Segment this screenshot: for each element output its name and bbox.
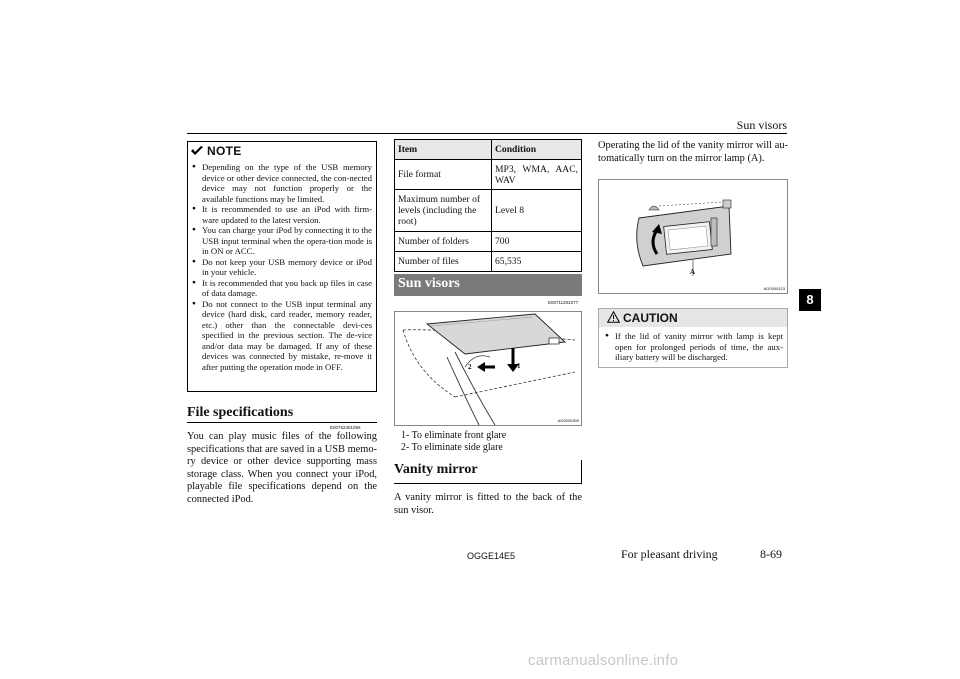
figure-label-1: 1 <box>517 362 521 370</box>
figure-code: AG0000309 <box>557 418 579 423</box>
vanity-mirror-heading: Vanity mirror <box>394 462 478 477</box>
note-item: ● Depending on the type of the USB memory device or other device connected, the con-nected device may not function properly or the available functions may be limited. <box>192 162 372 204</box>
vanity-mirror-body: A vanity mirror is fitted to the back of the sun visor. <box>394 492 582 516</box>
note-heading <box>190 144 242 158</box>
note-box <box>187 141 377 392</box>
header-rule <box>187 133 787 134</box>
table-row <box>395 232 582 252</box>
note-item: ● It is recommended that you back up files in case of data damage. <box>192 278 372 299</box>
caution-heading <box>599 309 787 327</box>
file-specs-body: You can play music files of the following specifications that are saved in a USB memo-ry device or other device supporting mass storage class. When you connect your iPod, playable file specifications depend on the connected iPod. <box>187 431 377 505</box>
table-row <box>395 160 582 190</box>
mirror-lamp-text: Operating the lid of the vanity mirror will au-tomatically turn on the mirror lamp (A). <box>598 140 788 164</box>
table-row <box>395 190 582 232</box>
table-cell-condition: 65,535 <box>492 252 582 272</box>
file-specs-heading: File specifications <box>187 405 294 420</box>
table-cell-item: Number of files <box>395 252 492 272</box>
figure-label-2: 2 <box>468 363 472 371</box>
sun-visors-code: E00711202277 <box>548 300 579 305</box>
table-row <box>395 252 582 272</box>
figure-code: AG0000123 <box>763 286 785 291</box>
caption-item: 2- To eliminate side glare <box>401 442 503 453</box>
sun-visor-illustration <box>394 311 582 426</box>
figure-label-a: A <box>690 268 696 276</box>
caution-title: CAUTION <box>623 311 678 325</box>
table-cell-condition: MP3, WMA, AAC, WAV <box>492 160 582 190</box>
file-specs-rule <box>187 422 377 423</box>
sun-visor-captions <box>401 430 506 454</box>
table-cell-item: File format <box>395 160 492 190</box>
table-cell-item: Maximum number of levels (including the root) <box>395 190 492 232</box>
note-hand-icon <box>190 145 204 157</box>
sun-visors-banner <box>394 274 582 296</box>
caution-box <box>598 308 788 368</box>
note-item: ● You can charge your iPod by connecting it to the USB input terminal when the opera-tion mode is in ON or ACC. <box>192 225 372 257</box>
watermark: carmanualsonline.info <box>528 652 679 669</box>
table-header-row <box>395 140 582 160</box>
note-list <box>192 162 372 372</box>
table-cell-condition: Level 8 <box>492 190 582 232</box>
footer-doc-code: OGGE14E5 <box>467 551 516 561</box>
page-header-title: Sun visors <box>736 118 787 132</box>
table-header-condition: Condition <box>492 140 582 160</box>
footer-section-name: For pleasant driving <box>621 547 718 561</box>
vanity-rule-vertical <box>581 460 582 484</box>
caution-item: ● If the lid of vanity mirror with lamp is kept open for prolonged periods of time, the aux-iliary battery will be discharged. <box>605 331 783 363</box>
table-cell-item: Number of folders <box>395 232 492 252</box>
vanity-mirror-illustration <box>598 179 788 294</box>
footer-page-number: 8-69 <box>760 547 782 561</box>
table-header-item: Item <box>395 140 492 160</box>
caption-item: 1- To eliminate front glare <box>401 430 507 441</box>
table-cell-condition: 700 <box>492 232 582 252</box>
sun-visor-drawing <box>395 312 581 425</box>
note-item: ● Do not connect to the USB input terminal any device (hard disk, card reader, memory reader, etc.) other than the connectable devi-ces specified in the previous section. The de-vice and/or data may be damaged. If any of these devices was connected by mistake, re-move it after putting the operation mode in OFF. <box>192 299 372 373</box>
vanity-rule <box>394 483 582 484</box>
file-specs-table <box>394 139 582 272</box>
vanity-mirror-drawing <box>599 180 787 293</box>
warning-triangle-icon <box>607 311 620 323</box>
note-item: ● It is recommended to use an iPod with firm-ware updated to the latest version. <box>192 204 372 225</box>
note-item: ● Do not keep your USB memory device or iPod in your vehicle. <box>192 257 372 278</box>
chapter-tab: 8 <box>799 289 821 311</box>
note-title: NOTE <box>207 144 242 158</box>
sun-visors-heading: Sun visors <box>398 276 460 291</box>
file-specs-code: E00762401056 <box>330 425 361 430</box>
